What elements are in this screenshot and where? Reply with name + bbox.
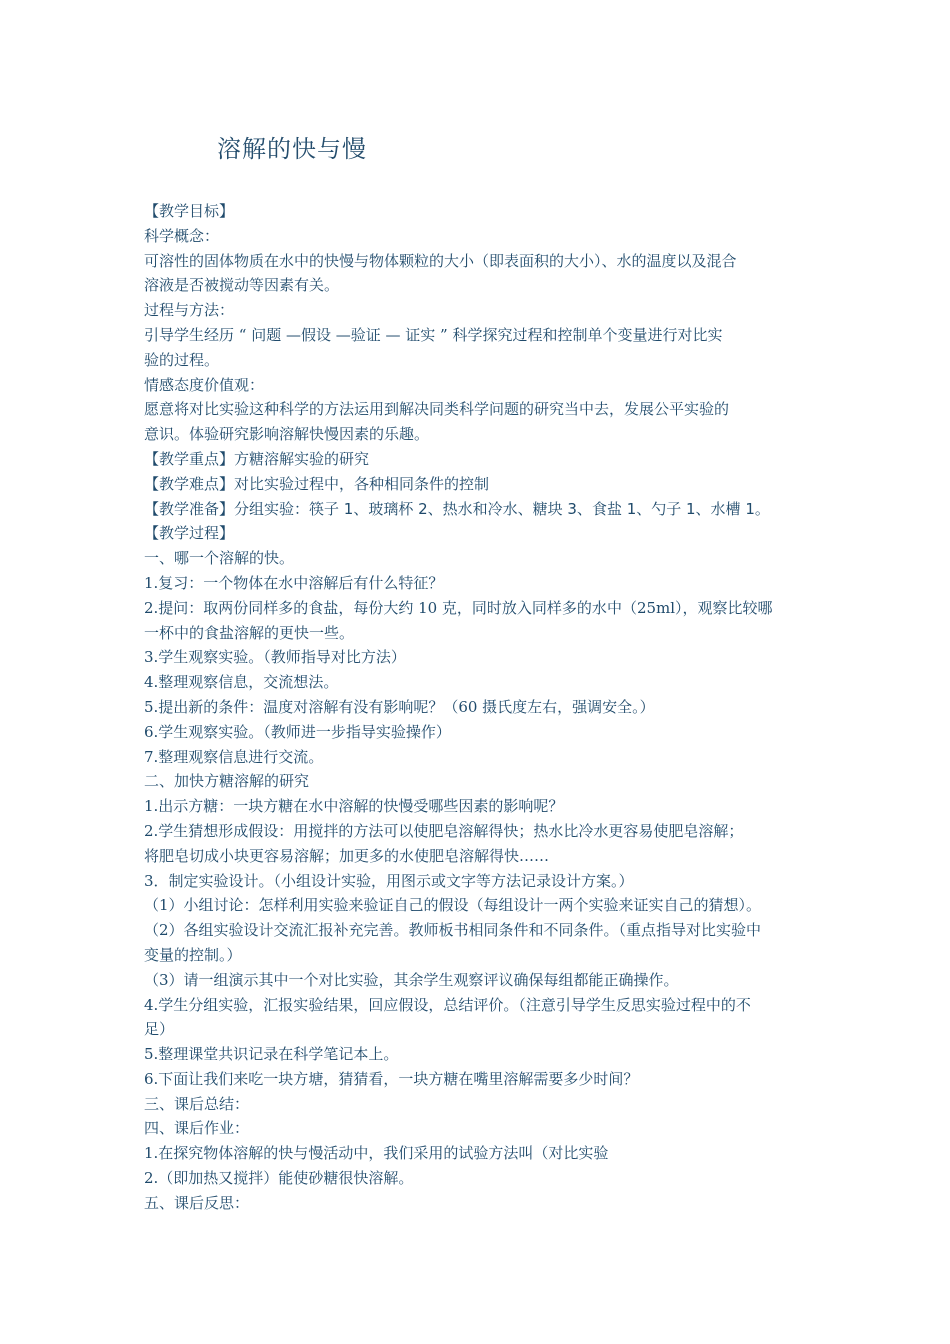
text-line: 1.复习：一个物体在水中溶解后有什么特征？ [144, 573, 444, 592]
text-line: 溶液是否被搅动等因素有关。 [144, 276, 340, 295]
text-line: 2.（即加热又搅拌）能使砂糖很快溶解。 [144, 1169, 414, 1188]
text-line: 五、课后反思： [144, 1193, 250, 1212]
text-line: 1.出示方糖：一块方糖在水中溶解的快慢受哪些因素的影响呢？ [144, 797, 564, 816]
text-line: 引导学生经历 “ 问题 —假设 —验证 — 证实 ” 科学探究过程和控制单个变量进行对比实 [144, 325, 723, 344]
text-line: （2）各组实验设计交流汇报补充完善。教师板书相同条件和不同条件。（重点指导对比实验中 [144, 921, 762, 940]
text-line: 愿意将对比实验这种科学的方法运用到解决同类科学问题的研究当中去，发展公平实验的 [144, 400, 730, 419]
text-line: 7.整理观察信息进行交流。 [144, 747, 324, 766]
text-line: 6.学生观察实验。（教师进一步指导实验操作） [144, 722, 451, 741]
text-line: 2.提问：取两份同样多的食盐，每份大约 10 克，同时放入同样多的水中（25ml），观察比较哪 [144, 598, 773, 617]
text-line: 5.提出新的条件：温度对溶解有没有影响呢？（60 摄氏度左右，强调安全。） [144, 697, 655, 716]
text-line: 4.学生分组实验，汇报实验结果，回应假设，总结评价。（注意引导学生反思实验过程中的不 [144, 995, 751, 1014]
text-line: （3）请一组演示其中一个对比实验，其余学生观察评议确保每组都能正确操作。 [144, 970, 679, 989]
text-line: 6.下面让我们来吃一块方塘，猜猜看，一块方糖在嘴里溶解需要多少时间？ [144, 1069, 639, 1088]
text-line: 验的过程。 [144, 350, 220, 369]
document-body [144, 199, 810, 1216]
text-line: 意识。体验研究影响溶解快慢因素的乐趣。 [144, 425, 430, 444]
text-line: 【教学重点】方糖溶解实验的研究 [144, 449, 370, 468]
text-line: 3.学生观察实验。（教师指导对比方法） [144, 648, 406, 667]
text-line: 三、课后总结： [144, 1094, 250, 1113]
page-title: 溶解的快与慢 [217, 135, 367, 163]
text-line: 科学概念： [144, 226, 220, 245]
text-line: 情感态度价值观： [144, 375, 265, 394]
text-line: 二、加快方糖溶解的研究 [144, 772, 310, 791]
text-line: 可溶性的固体物质在水中的快慢与物体颗粒的大小（即表面积的大小）、水的温度以及混合 [144, 251, 737, 270]
text-line: 【教学难点】对比实验过程中，各种相同条件的控制 [144, 474, 490, 493]
text-line: 将肥皂切成小块更容易溶解；加更多的水使肥皂溶解得快…… [144, 846, 550, 865]
text-line: 【教学目标】 [144, 202, 235, 220]
text-line: 5.整理课堂共识记录在科学笔记本上。 [144, 1045, 399, 1064]
text-line: 过程与方法： [144, 301, 235, 320]
text-line: 3．制定实验设计。（小组设计实验，用图示或文字等方法记录设计方案。） [144, 871, 634, 890]
text-line: 1.在探究物体溶解的快与慢活动中，我们采用的试验方法叫（对比实验 [144, 1144, 609, 1163]
text-line: 四、课后作业： [144, 1119, 250, 1138]
text-line: 【教学准备】分组实验：筷子 1、玻璃杯 2、热水和冷水、糖块 3、食盐 1、勺子 1、水槽 1。 [144, 499, 770, 518]
text-line: 一、哪一个溶解的快。 [144, 549, 295, 568]
text-line: 变量的控制。） [144, 945, 242, 964]
text-line: （1）小组讨论：怎样利用实验来验证自己的假设（每组设计一两个实验来证实自己的猜想）。 [144, 896, 762, 915]
text-line: 2.学生猜想形成假设：用搅拌的方法可以使肥皂溶解得快；热水比冷水更容易使肥皂溶解； [144, 821, 744, 840]
text-line: 一杯中的食盐溶解的更快一些。 [144, 623, 355, 642]
text-line: 4.整理观察信息，交流想法。 [144, 673, 339, 692]
text-line: 足） [144, 1020, 175, 1039]
text-line: 【教学过程】 [144, 524, 235, 543]
